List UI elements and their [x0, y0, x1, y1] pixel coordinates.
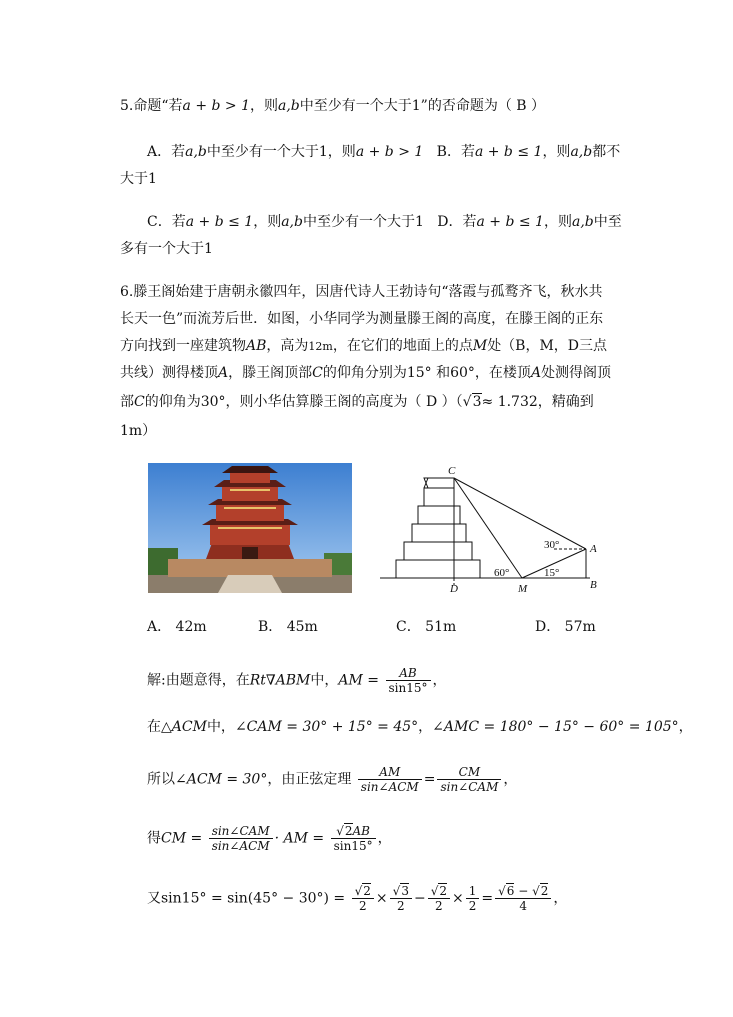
q6-line-5b: 的仰角为30°，则小华估算滕王阁的高度为（ D ）（ — [144, 394, 463, 410]
q6-line-5c: ≈ 1.732，精确到 — [481, 394, 594, 410]
s1-den: sin15° — [388, 681, 428, 695]
q6-line-4-c: C — [312, 365, 323, 381]
q6-line-5: 部C的仰角为30°，则小华估算滕王阁的高度为（ D ）（√3≈ 1.732，精确到 — [120, 394, 594, 410]
q6-line-3b: ，高为 — [266, 338, 309, 354]
s4-n2-rest: AB — [352, 824, 370, 838]
s5-f3d: 2 — [435, 899, 443, 913]
label-m: M — [518, 583, 528, 595]
s3-fraction-2 — [437, 765, 501, 794]
q6-line-4-a2: A — [530, 365, 542, 381]
s4-prefix: 得 — [147, 830, 161, 847]
s3-eqsign: = — [423, 771, 436, 788]
angle-30: 30° — [544, 539, 560, 551]
s5-f5d: 4 — [519, 899, 528, 913]
s3-end: ， — [503, 771, 518, 788]
s2-end: ， — [678, 719, 693, 735]
s5-fraction-2: $\frac{√3}{2}$ — [390, 884, 412, 913]
q5-option-d-text: 中至 — [593, 214, 622, 230]
q5-stem-mid: ，则 — [250, 98, 278, 114]
solution-step-4 — [147, 824, 392, 853]
s1-tri: Rt∇ABM — [249, 672, 311, 689]
label-c: C — [448, 465, 456, 477]
q6-line-3-ab: AB — [246, 338, 267, 354]
s5-times1: × — [375, 890, 388, 907]
q5-option-b-ab: a,b — [570, 144, 593, 160]
s3-prefix: 所以 — [147, 771, 175, 788]
q5-option-c-label: C．若 — [147, 214, 186, 230]
q5-option-d-then: ，则 — [543, 214, 572, 230]
s5-f2n: 3 — [401, 884, 409, 898]
q6-choice-a: A． 42m — [147, 619, 207, 635]
s4-n2-sqrt: 2 — [344, 824, 353, 838]
q5-option-c-ab: a,b — [281, 214, 303, 230]
q6-line-5a: 部 — [120, 394, 134, 410]
s3-eq: ∠ACM = 30° — [175, 771, 268, 788]
s2-mid: 中， — [206, 719, 235, 735]
q6-line-4-a: A — [218, 365, 229, 381]
s4-fraction-1 — [209, 824, 273, 853]
q5-option-a-label: A．若 — [147, 144, 186, 160]
s3-n1: AM — [358, 765, 422, 780]
tower-tiers — [396, 488, 480, 578]
q6-line-3-height: 12m — [308, 340, 333, 353]
q5-stem-suffix: 中至少有一个大于1”的否命题为（ B ） — [299, 98, 546, 114]
q5-option-a-ab: a,b — [185, 144, 207, 160]
s3-d1: sin∠ACM — [360, 780, 419, 794]
q6-line-4a: 共线）测得楼顶 — [120, 365, 218, 381]
pavilion-photo — [148, 463, 352, 593]
q6-line-1: 6.滕王阁始建于唐朝永徽四年，因唐代诗人王勃诗句“落霞与孤鹜齐飞，秋水共 — [120, 284, 603, 300]
q5-option-d-ab: a,b — [571, 214, 594, 230]
s2-eq1: ∠CAM = 30° + 15° = 45° — [234, 719, 419, 735]
q6-line-4d: 处测得阁顶 — [541, 365, 612, 381]
geometry-diagram — [376, 462, 616, 596]
label-a: A — [590, 543, 597, 555]
q6-line-2: 长天一色”而流芳后世．如图，小华同学为测量滕王阁的高度，在滕王阁的正东 — [120, 311, 604, 327]
q5-options-ab — [147, 142, 620, 162]
q5-option-b-continued: 大于1 — [120, 171, 157, 187]
s1-fraction — [386, 666, 431, 695]
q5-option-b-text: 都不 — [592, 144, 621, 160]
s5-fraction-3: $\frac{√2}{2}$ — [428, 884, 450, 913]
s3-n2: CM — [437, 765, 501, 780]
s5-f5n-b: 2 — [540, 884, 549, 898]
q5-option-b-then: ，则 — [542, 144, 571, 160]
q6-line-3-m: M — [472, 338, 488, 354]
q5-option-d-expr: a + b ≤ 1 — [476, 214, 544, 230]
q6-line-3c: ，在它们的地面上的点 — [332, 338, 473, 354]
s5-f3n: 2 — [439, 884, 447, 898]
q5-option-a-expr: a + b > 1 — [355, 144, 424, 160]
q5-option-c-expr: a + b ≤ 1 — [185, 214, 254, 230]
s2-tri: △ACM — [161, 719, 207, 735]
q5-stem-prefix: 5.命题“若 — [120, 98, 183, 114]
q5-option-d-continued: 多有一个大于1 — [120, 241, 213, 257]
q6-line-4b: ，滕王阁顶部 — [228, 365, 313, 381]
s3-d2: sin∠CAM — [440, 780, 499, 794]
q6-line-6: 1m） — [120, 423, 157, 439]
s1-mid: 中， — [310, 672, 339, 689]
q5-options-cd — [147, 212, 622, 232]
label-b: B — [590, 579, 597, 591]
s5-fraction-5: $\frac{√6 - √2}{4}$ — [495, 884, 551, 913]
s4-mid: · AM = — [274, 830, 325, 847]
q5-option-c-then: ，则 — [253, 214, 282, 230]
s5-f1d: 2 — [358, 899, 367, 913]
s4-d1: sin∠ACM — [211, 839, 270, 853]
s5-times2: × — [451, 890, 464, 907]
s5-f1n: 2 — [363, 884, 371, 898]
s5-f4d: 2 — [468, 899, 477, 913]
q5-stem — [120, 96, 545, 116]
q5-option-c-text: 中至少有一个大于1 — [302, 214, 424, 230]
s1-prefix: 解:由题意得，在 — [147, 672, 250, 689]
solution-step-2 — [147, 717, 693, 737]
s4-lhs: CM = — [161, 830, 203, 847]
q6-line-5-sqrt: 3 — [472, 394, 482, 410]
q6-line-4 — [120, 363, 611, 383]
q5-option-b-label: B．若 — [436, 144, 475, 160]
s5-minus: − — [413, 890, 426, 907]
s2-prefix: 在 — [147, 719, 161, 735]
q5-option-d-label: D．若 — [437, 214, 477, 230]
q5-option-b-expr: a + b ≤ 1 — [474, 144, 543, 160]
s2-sep: ， — [418, 719, 433, 735]
line-cm — [454, 478, 522, 578]
s5-lhs: sin15° = sin(45° − 30°) = — [161, 890, 346, 907]
s1-lhs: AM = — [338, 672, 380, 689]
q5-option-a-text: 中至少有一个大于1，则 — [206, 144, 356, 160]
s1-end: ， — [432, 672, 447, 689]
q6-choice-d: D． 57m — [535, 619, 596, 635]
q6-line-3 — [120, 336, 607, 357]
label-d: D — [450, 583, 458, 595]
s4-d2: sin15° — [333, 839, 373, 853]
s5-f5n-op: − — [514, 884, 533, 898]
solution-step-5 — [147, 884, 567, 913]
q6-line-3a: 方向找到一座建筑物 — [120, 338, 246, 354]
s3-mid: ，由正弦定理 — [267, 771, 352, 788]
s4-n2: √2AB — [331, 824, 376, 839]
q5-stem-expr: a + b > 1 — [182, 98, 250, 114]
s5-fraction-4 — [466, 884, 480, 913]
s2-eq2: ∠AMC = 180° − 15° − 60° = 105° — [432, 719, 679, 735]
q6-choice-b: B． 45m — [258, 619, 318, 635]
q6-line-5-c: C — [134, 394, 145, 410]
s4-end: ， — [377, 830, 392, 847]
s5-f4n: 1 — [466, 884, 480, 899]
solution-step-3 — [147, 765, 517, 794]
line-ca — [454, 478, 586, 549]
solution-step-1 — [147, 666, 447, 695]
q6-line-3d: 处（B，M，D三点 — [487, 338, 608, 354]
s5-prefix: 又 — [147, 890, 161, 907]
s4-fraction-2 — [331, 824, 376, 853]
q6-line-4c: 的仰角分别为15° 和60°，在楼顶 — [322, 365, 531, 381]
s5-fraction-1: $\frac{√2}{2}$ — [352, 884, 374, 913]
angle-15: 15° — [544, 567, 560, 579]
q5-stem-ab: a,b — [278, 98, 300, 114]
s4-n1: sin∠CAM — [209, 824, 273, 839]
q6-choice-c: C． 51m — [396, 619, 457, 635]
s3-fraction-1 — [358, 765, 422, 794]
s5-end: ， — [553, 890, 568, 907]
s1-num: AB — [386, 666, 431, 681]
s5-f2d: 2 — [396, 899, 405, 913]
tower-outline — [396, 478, 454, 578]
s5-eq: = — [481, 890, 494, 907]
angle-60: 60° — [494, 567, 510, 579]
s5-f5n-a: 6 — [506, 884, 515, 898]
